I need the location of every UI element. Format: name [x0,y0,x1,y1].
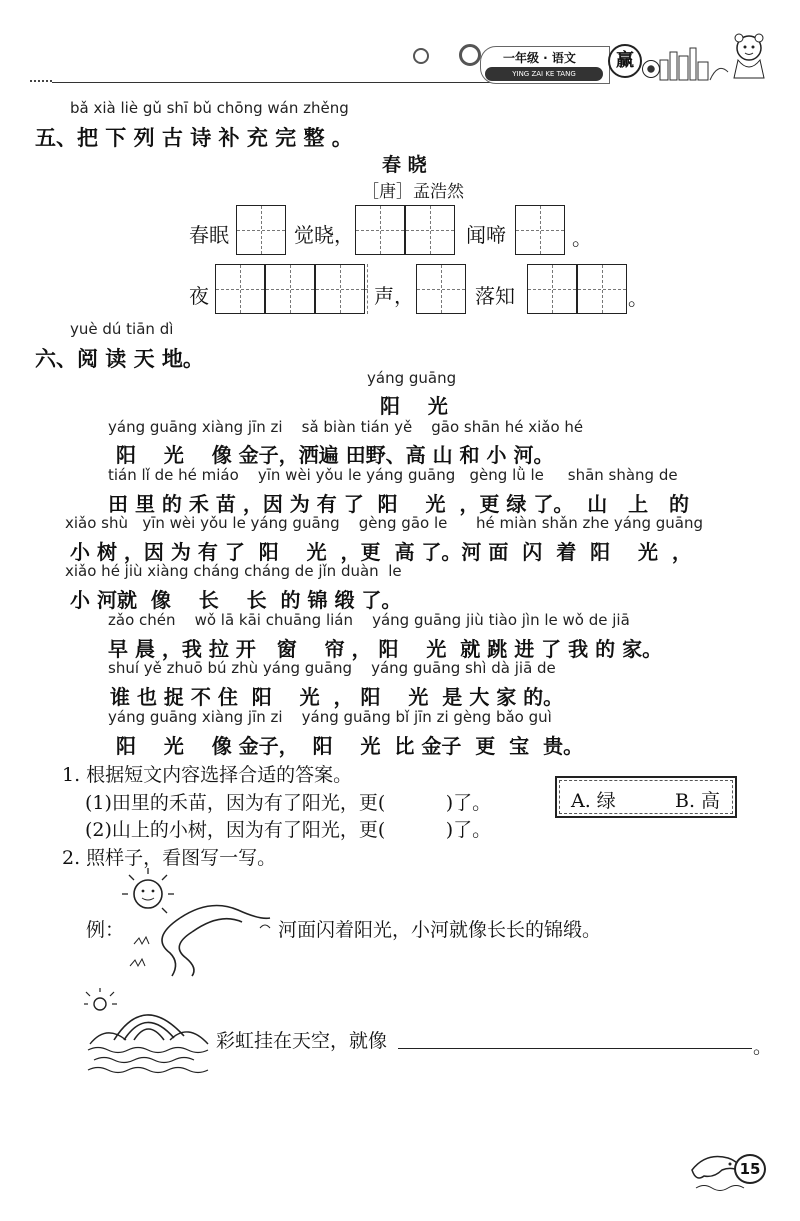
story-pinyin-6: shuí yě zhuō bú zhù yáng guāng yáng guāng shì dà jiā de [108,659,556,677]
poem-line1-b: 觉晓， [294,223,354,247]
example-label: 例： [86,919,125,941]
story-line-5: 早 晨 ，我 拉 开 窗 帘 ， 阳 光 就 跳 进 了 我 的 家。 [108,637,663,661]
story-pinyin-5: zǎo chén wǒ lā kāi chuāng lián yáng guāng jiù tiào jìn le wǒ de jiā [108,611,630,629]
poem-blank-cell[interactable] [355,205,405,255]
header-circle-icon [413,48,429,64]
poem-blank-cell[interactable] [515,205,565,255]
header-banner [480,46,610,84]
example-text: 河面闪着阳光，小河就像长长的锦缎。 [278,919,602,941]
poem-blank-cell[interactable] [365,264,368,314]
section6-pinyin: yuè dú tiān dì [70,320,174,338]
question-1a: (1)田里的禾苗，因为有了阳光，更( )了。 [85,792,492,814]
story-line-3: 小 树 ，因 为 有 了 阳 光 ，更 高 了。河 面 闪 着 阳 光 ， [70,540,692,564]
poem-line2-a: 夜 [189,284,209,308]
poem-blank-cell[interactable] [265,264,315,314]
story-line-7: 阳 光 像 金子， 阳 光 比 金子 更 宝 贵。 [116,734,584,758]
header-brand-en: YING ZAI KE TANG [485,67,603,81]
story-pinyin-2: tián lǐ de hé miáo yīn wèi yǒu le yáng guāng gèng lǜ le shān shàng de [108,466,678,484]
poem-line2-b: 声， [374,284,414,308]
poem-blank-cell[interactable] [236,205,286,255]
poem-line1-d: 。 [572,226,592,250]
section6-title: 六、阅 读 天 地。 [35,347,204,371]
rainbow-task-end: 。 [753,1036,773,1058]
choice-b: B. 高 [675,790,721,812]
mascot-bear-icon [724,30,774,82]
story-line-4: 小 河就 像 长 长 的 锦 缎 了。 [70,588,402,612]
answer-choices-box [555,776,737,818]
story-title: 阳 光 [380,394,448,418]
rainbow-task-text: 彩虹挂在天空，就像 [216,1030,388,1052]
header-grade-subject: 一年级 · 语文 [503,51,576,65]
question-2: 2. 照样子，看图写一写。 [62,847,277,869]
poem-line2-c: 落知 [475,284,515,308]
story-line-2: 田 里 的 禾 苗 ，因 为 有 了 阳 光 ，更 绿 了。 山 上 的 [108,492,690,516]
section5-pinyin: bǎ xià liè gǔ shī bǔ chōng wán zhěng [70,99,349,117]
poem-line1-c: 闻啼 [466,223,506,247]
story-title-pinyin: yáng guāng [367,369,457,387]
story-line-1: 阳 光 像 金子，洒遍 田野、高 山 和 小 河。 [116,443,554,467]
page-number-badge: 15 [734,1154,766,1184]
question-1: 1. 根据短文内容选择合适的答案。 [62,764,353,786]
poem-blank-cell[interactable] [416,264,466,314]
story-pinyin-1: yáng guāng xiàng jīn zi sǎ biàn tián yě gāo shān hé xiǎo hé [108,418,584,436]
header-circle-icon [459,44,481,66]
brand-badge: 赢 [608,44,642,78]
poem-line1-a: 春眠 [189,223,229,247]
poem-line2-d: 。 [628,286,648,310]
question-1b: (2)山上的小树，因为有了阳光，更( )了。 [85,819,492,841]
poem-author: ［唐］孟浩然 [362,182,464,202]
story-line-6: 谁 也 捉 不 住 阳 光 ， 阳 光 是 大 家 的。 [110,685,564,709]
section5-title: 五、把 下 列 古 诗 补 充 完 整 。 [35,126,353,150]
poem-blank-cell[interactable] [577,264,627,314]
poem-blank-cell[interactable] [215,264,265,314]
story-pinyin-3: xiǎo shù yīn wèi yǒu le yáng guāng gèng gāo le hé miàn shǎn zhe yáng guāng [65,514,703,532]
poem-blank-cell[interactable] [315,264,365,314]
rainbow-illustration [84,988,214,1080]
river-sun-illustration [120,868,275,978]
poem-blank-cell[interactable] [405,205,455,255]
choice-a: A. 绿 [571,790,616,812]
poem-blank-cell[interactable] [527,264,577,314]
story-pinyin-7: yáng guāng xiàng jīn zi yáng guāng bǐ jīn zi gèng bǎo guì [108,708,552,726]
city-skyline-icon [658,42,730,82]
story-pinyin-4: xiǎo hé jiù xiàng cháng cháng de jǐn duàn le [65,562,402,580]
header-dots [30,80,52,84]
poem-title: 春 晓 [382,154,427,176]
answer-line[interactable] [398,1048,752,1049]
